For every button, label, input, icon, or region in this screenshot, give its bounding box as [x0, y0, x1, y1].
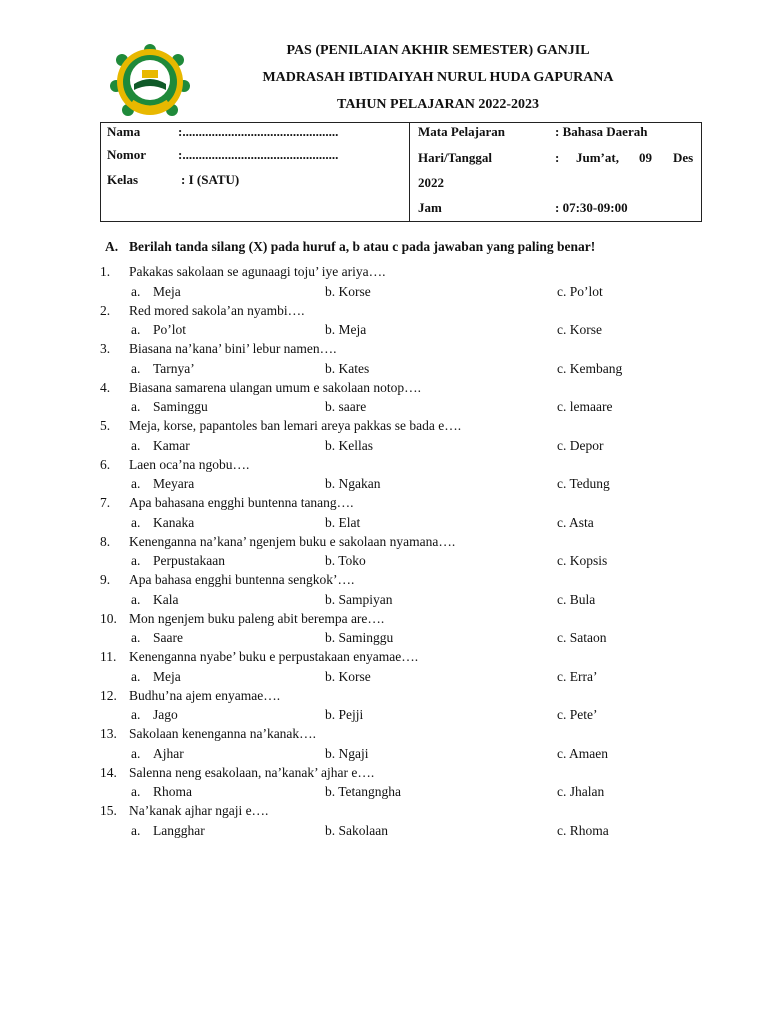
- option-b[interactable]: b. Meja: [325, 322, 367, 337]
- option-a-letter[interactable]: a.: [131, 823, 141, 838]
- question-text: Na’kanak ajhar ngaji e….: [129, 803, 269, 818]
- school-emblem-icon: [108, 40, 192, 124]
- jam-value: : 07:30-09:00: [555, 200, 628, 215]
- option-a-letter[interactable]: a.: [131, 322, 141, 337]
- option-c[interactable]: c. Tedung: [557, 476, 610, 491]
- question-text: Biasana samarena ulangan umum e sakolaan notop….: [129, 380, 422, 395]
- option-a[interactable]: Meja: [153, 669, 181, 684]
- question-number: 14.: [100, 765, 117, 780]
- option-a[interactable]: Meyara: [153, 476, 195, 491]
- school-name: MADRASAH IBTIDAIYAH NURUL HUDA GAPURANA: [262, 70, 614, 85]
- question-text: Laen oca’na ngobu….: [129, 457, 250, 472]
- option-a[interactable]: Jago: [153, 707, 178, 722]
- option-a[interactable]: Saare: [153, 630, 183, 645]
- option-b[interactable]: b. Korse: [325, 669, 371, 684]
- hari-year: 2022: [418, 175, 444, 190]
- question-text: Red mored sakola’an nyambi….: [129, 303, 305, 318]
- option-c[interactable]: c. Depor: [557, 438, 604, 453]
- option-a-letter[interactable]: a.: [131, 746, 141, 761]
- nomor-field[interactable]: :................................................: [178, 147, 339, 162]
- nomor-label: Nomor: [107, 147, 146, 162]
- question-number: 12.: [100, 688, 117, 703]
- question-number: 11.: [100, 649, 117, 664]
- option-c[interactable]: c. Rhoma: [557, 823, 609, 838]
- option-b[interactable]: b. Korse: [325, 284, 371, 299]
- kelas-label: Kelas: [107, 172, 139, 187]
- option-a[interactable]: Perpustakaan: [153, 553, 225, 568]
- option-a-letter[interactable]: a.: [131, 284, 141, 299]
- option-a-letter[interactable]: a.: [131, 669, 141, 684]
- option-c[interactable]: c. Po’lot: [557, 284, 603, 299]
- option-c[interactable]: c. Sataon: [557, 630, 607, 645]
- kelas-value: : I (SATU): [181, 172, 240, 187]
- info-box-divider: [409, 123, 410, 221]
- question-number: 8.: [100, 534, 111, 549]
- hari-date: 09: [639, 150, 652, 165]
- option-a-letter[interactable]: a.: [131, 707, 141, 722]
- question-text: Sakolaan kenenganna na’kanak….: [129, 726, 317, 741]
- option-a-letter[interactable]: a.: [131, 592, 141, 607]
- nama-field[interactable]: :................................................: [178, 124, 339, 139]
- option-c[interactable]: c. Bula: [557, 592, 596, 607]
- option-a[interactable]: Kanaka: [153, 515, 195, 530]
- option-b[interactable]: b. Ngaji: [325, 746, 369, 761]
- option-c[interactable]: c. Jhalan: [557, 784, 605, 799]
- option-b[interactable]: b. Sampiyan: [325, 592, 393, 607]
- option-b[interactable]: b. Tetangngha: [325, 784, 402, 799]
- question-text: Kenenganna na’kana’ ngenjem buku e sakolaan nyamana….: [129, 534, 456, 549]
- option-c[interactable]: c. Erra’: [557, 669, 598, 684]
- question-number: 1.: [100, 264, 111, 279]
- option-a[interactable]: Po’lot: [153, 322, 187, 337]
- option-b[interactable]: b. Pejji: [325, 707, 364, 722]
- option-b[interactable]: b. Kellas: [325, 438, 373, 453]
- option-b[interactable]: b. Toko: [325, 553, 366, 568]
- hari-colon: :: [555, 150, 560, 165]
- option-a-letter[interactable]: a.: [131, 553, 141, 568]
- nama-label: Nama: [107, 124, 141, 139]
- question-text: Salenna neng esakolaan, na’kanak’ ajhar e….: [129, 765, 375, 780]
- question-number: 9.: [100, 572, 111, 587]
- question-number: 3.: [100, 341, 111, 356]
- question-number: 4.: [100, 380, 111, 395]
- hari-month: Des: [673, 150, 694, 165]
- section-instruction: Berilah tanda silang (X) pada huruf a, b atau c pada jawaban yang paling benar!: [129, 239, 596, 254]
- option-a[interactable]: Tarnya’: [153, 361, 195, 376]
- option-a-letter[interactable]: a.: [131, 784, 141, 799]
- option-a[interactable]: Kamar: [153, 438, 190, 453]
- question-text: Meja, korse, papantoles ban lemari areya pakkas se bada e….: [129, 418, 462, 433]
- question-number: 6.: [100, 457, 111, 472]
- question-text: Mon ngenjem buku paleng abit berempa are….: [129, 611, 385, 626]
- section-heading: [105, 239, 595, 255]
- question-text: Budhu’na ajem enyamae….: [129, 688, 281, 703]
- option-b[interactable]: b. Sakolaan: [325, 823, 388, 838]
- option-a-letter[interactable]: a.: [131, 515, 141, 530]
- option-c[interactable]: c. Korse: [557, 322, 602, 337]
- hari-day: Jum’at,: [576, 150, 619, 165]
- option-a[interactable]: Meja: [153, 284, 181, 299]
- option-c[interactable]: c. Pete’: [557, 707, 598, 722]
- question-text: Biasana na’kana’ bini’ lebur namen….: [129, 341, 337, 356]
- option-b[interactable]: b. saare: [325, 399, 367, 414]
- question-number: 13.: [100, 726, 117, 741]
- option-c[interactable]: c. Amaen: [557, 746, 608, 761]
- question-text: Apa bahasana engghi buntenna tanang….: [129, 495, 354, 510]
- option-a[interactable]: Ajhar: [153, 746, 184, 761]
- option-a-letter[interactable]: a.: [131, 476, 141, 491]
- exam-title: PAS (PENILAIAN AKHIR SEMESTER) GANJIL: [286, 43, 590, 58]
- option-b[interactable]: b. Ngakan: [325, 476, 381, 491]
- question-text: Apa bahasa engghi buntenna sengkok’….: [129, 572, 355, 587]
- question-number: 10.: [100, 611, 117, 626]
- option-b[interactable]: b. Elat: [325, 515, 361, 530]
- option-c[interactable]: c. Asta: [557, 515, 594, 530]
- option-a[interactable]: Saminggu: [153, 399, 208, 414]
- option-c[interactable]: c. Kopsis: [557, 553, 608, 568]
- question-text: Kenenganna nyabe’ buku e perpustakaan enyamae….: [129, 649, 419, 664]
- section-letter: A.: [105, 239, 119, 254]
- option-a[interactable]: Kala: [153, 592, 179, 607]
- option-b[interactable]: b. Kates: [325, 361, 370, 376]
- jam-label: Jam: [418, 200, 442, 215]
- option-a[interactable]: Langghar: [153, 823, 205, 838]
- question-number: 2.: [100, 303, 111, 318]
- question-text: Pakakas sakolaan se agunaagi toju’ iye ariya….: [129, 264, 386, 279]
- question-number: 5.: [100, 418, 111, 433]
- option-c[interactable]: c. Kembang: [557, 361, 623, 376]
- mapel-value: : Bahasa Daerah: [555, 124, 648, 139]
- option-a-letter[interactable]: a.: [131, 361, 141, 376]
- question-number: 15.: [100, 803, 117, 818]
- student-info-box: [100, 122, 702, 222]
- hari-label: Hari/Tanggal: [418, 150, 492, 165]
- option-a-letter[interactable]: a.: [131, 438, 141, 453]
- option-c[interactable]: c. lemaare: [557, 399, 613, 414]
- option-b[interactable]: b. Saminggu: [325, 630, 394, 645]
- option-a[interactable]: Rhoma: [153, 784, 192, 799]
- option-a-letter[interactable]: a.: [131, 630, 141, 645]
- question-number: 7.: [100, 495, 111, 510]
- mapel-label: Mata Pelajaran: [418, 124, 506, 139]
- option-a-letter[interactable]: a.: [131, 399, 141, 414]
- academic-year: TAHUN PELAJARAN 2022-2023: [337, 97, 539, 112]
